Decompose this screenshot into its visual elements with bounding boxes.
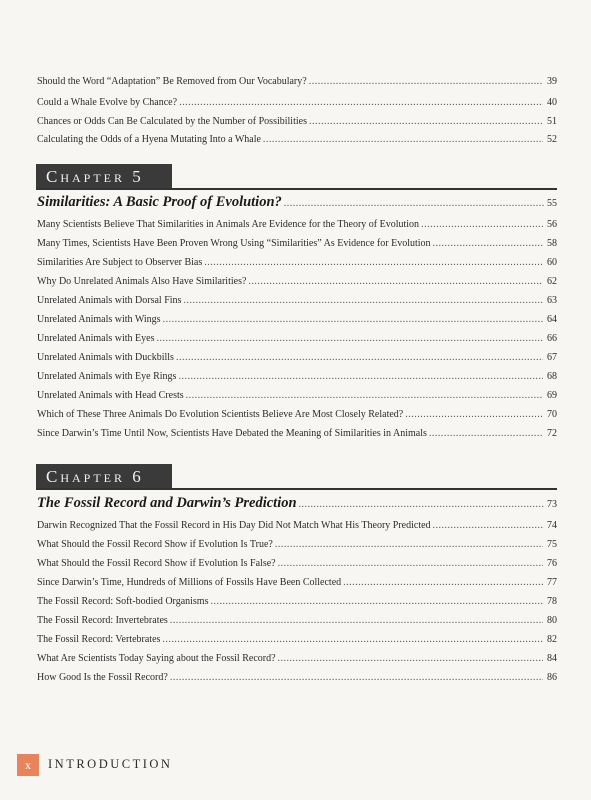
toc-entry-page: 80	[547, 615, 557, 626]
leader-dots	[433, 519, 543, 533]
toc-entry-title: What Should the Fossil Record Show if Evolution Is True?	[37, 539, 273, 550]
chapter-title-text: Similarities: A Basic Proof of Evolution?	[37, 194, 282, 210]
toc-entry-title: The Fossil Record: Soft-bodied Organisms	[37, 596, 209, 607]
toc-entry	[37, 595, 557, 609]
toc-entry-title: What Should the Fossil Record Show if Evolution Is False?	[37, 558, 276, 569]
leader-dots	[162, 633, 543, 647]
toc-entry-page: 74	[547, 520, 557, 531]
leader-dots	[178, 370, 543, 384]
toc-entry	[37, 671, 557, 685]
leader-dots	[163, 313, 543, 327]
toc-entry-page: 66	[547, 333, 557, 344]
toc-entry-title: What Are Scientists Today Saying about the Fossil Record?	[37, 653, 276, 664]
chapter-title-page: 73	[547, 499, 557, 510]
toc-entry-title: Could a Whale Evolve by Chance?	[37, 97, 178, 108]
toc-entry	[37, 351, 557, 365]
chapter-title-text: The Fossil Record and Darwin’s Prediction	[37, 495, 297, 511]
leader-dots	[176, 351, 543, 365]
toc-entry-page: 60	[547, 257, 557, 268]
toc-entry	[37, 332, 557, 346]
toc-entry-page: 72	[547, 428, 557, 439]
leader-dots	[433, 237, 543, 251]
toc-entry-page: 39	[547, 76, 557, 87]
toc-entry-page: 40	[547, 97, 557, 108]
toc-entry-title: Should the Word “Adaptation” Be Removed from Our Vocabulary?	[37, 76, 307, 87]
leader-dots	[343, 576, 543, 590]
toc-entry-page: 52	[547, 134, 557, 145]
toc-entry-title: Chances or Odds Can Be Calculated by the Number of Possibilities	[37, 116, 307, 127]
toc-entry	[37, 115, 557, 129]
leader-dots	[204, 256, 543, 270]
leader-dots	[284, 198, 545, 209]
toc-entry	[37, 275, 557, 289]
leader-dots	[170, 671, 543, 685]
toc-entry-title: Since Darwin’s Time, Hundreds of Millions of Fossils Have Been Collected	[37, 577, 342, 588]
toc-entry-page: 58	[547, 238, 557, 249]
leader-dots	[309, 115, 543, 129]
toc-entry-title: Unrelated Animals with Duckbills	[37, 352, 174, 363]
toc-entry-page: 51	[547, 116, 557, 127]
leader-dots	[405, 408, 543, 422]
leader-dots	[421, 218, 543, 232]
toc-entry	[37, 218, 557, 232]
toc-entry-title: Unrelated Animals with Head Crests	[37, 390, 184, 401]
toc-entry-page: 70	[547, 409, 557, 420]
toc-entry-page: 69	[547, 390, 557, 401]
leader-dots	[309, 75, 543, 89]
footer-section-label: INTRODUCTION	[48, 757, 173, 771]
chapter-6-rule	[36, 488, 557, 490]
leader-dots	[429, 427, 543, 441]
toc-entry-title: How Good Is the Fossil Record?	[37, 672, 168, 683]
toc-entry	[37, 237, 557, 251]
toc-entry-page: 56	[547, 219, 557, 230]
toc-entry-page: 62	[547, 276, 557, 287]
leader-dots	[263, 133, 543, 147]
chapter-6-label: Chapter 6	[46, 466, 144, 486]
toc-entry	[37, 427, 557, 441]
leader-dots	[278, 557, 543, 571]
toc-entry	[37, 557, 557, 571]
toc-entry-page: 63	[547, 295, 557, 306]
toc-entry-page: 78	[547, 596, 557, 607]
leader-dots	[183, 294, 543, 308]
toc-entry	[37, 96, 557, 110]
toc-entry-title: Why Do Unrelated Animals Also Have Similarities?	[37, 276, 247, 287]
leader-dots	[278, 652, 543, 666]
toc-entry	[37, 408, 557, 422]
chapter-6-title	[37, 495, 557, 515]
toc-entry	[37, 313, 557, 327]
toc-entry	[37, 75, 557, 89]
toc-entry	[37, 652, 557, 666]
toc-entry-page: 84	[547, 653, 557, 664]
toc-entry-title: The Fossil Record: Vertebrates	[37, 634, 161, 645]
toc-entry-page: 75	[547, 539, 557, 550]
leader-dots	[299, 499, 545, 510]
toc-entry	[37, 389, 557, 403]
toc-entry	[37, 633, 557, 647]
leader-dots	[186, 389, 543, 403]
leader-dots	[179, 96, 543, 110]
toc-entry	[37, 294, 557, 308]
toc-entry	[37, 519, 557, 533]
page-number-text: x	[25, 757, 31, 772]
toc-entry-title: Unrelated Animals with Wings	[37, 314, 161, 325]
leader-dots	[248, 275, 543, 289]
toc-entry-page: 67	[547, 352, 557, 363]
leader-dots	[156, 332, 543, 346]
toc-entry-page: 77	[547, 577, 557, 588]
leader-dots	[210, 595, 543, 609]
toc-entry-title: Many Scientists Believe That Similarities in Animals Are Evidence for the Theory of Evolution	[37, 219, 420, 230]
toc-entry-title: Calculating the Odds of a Hyena Mutating Into a Whale	[37, 134, 261, 145]
chapter-5-label: Chapter 5	[46, 166, 144, 186]
footer-page-number	[17, 754, 39, 776]
chapter-6-heading	[36, 464, 172, 489]
leader-dots	[275, 538, 543, 552]
toc-entry-page: 76	[547, 558, 557, 569]
toc-entry	[37, 256, 557, 270]
toc-entry-page: 68	[547, 371, 557, 382]
toc-entry-title: Since Darwin’s Time Until Now, Scientists Have Debated the Meaning of Similarities in Animals	[37, 428, 427, 439]
chapter-5-rule	[36, 188, 557, 190]
leader-dots	[170, 614, 543, 628]
chapter-5-heading	[36, 164, 172, 189]
toc-entry-title: Many Times, Scientists Have Been Proven Wrong Using “Similarities” As Evidence for Evolution	[37, 238, 431, 249]
toc-entry	[37, 576, 557, 590]
chapter-title-page: 55	[547, 198, 557, 209]
toc-entry-title: Unrelated Animals with Eyes	[37, 333, 155, 344]
toc-entry-title: The Fossil Record: Invertebrates	[37, 615, 168, 626]
toc-entry-title: Which of These Three Animals Do Evolution Scientists Believe Are Most Closely Related?	[37, 409, 404, 420]
toc-entry-page: 64	[547, 314, 557, 325]
toc-entry-title: Unrelated Animals with Eye Rings	[37, 371, 177, 382]
toc-entry-title: Darwin Recognized That the Fossil Record in His Day Did Not Match What His Theory Predicted	[37, 520, 431, 531]
toc-entry	[37, 538, 557, 552]
toc-entry	[37, 370, 557, 384]
chapter-5-title	[37, 194, 557, 214]
toc-entry-title: Similarities Are Subject to Observer Bias	[37, 257, 203, 268]
toc-entry-page: 86	[547, 672, 557, 683]
toc-entry	[37, 133, 557, 147]
toc-entry	[37, 614, 557, 628]
toc-entry-title: Unrelated Animals with Dorsal Fins	[37, 295, 182, 306]
toc-entry-page: 82	[547, 634, 557, 645]
